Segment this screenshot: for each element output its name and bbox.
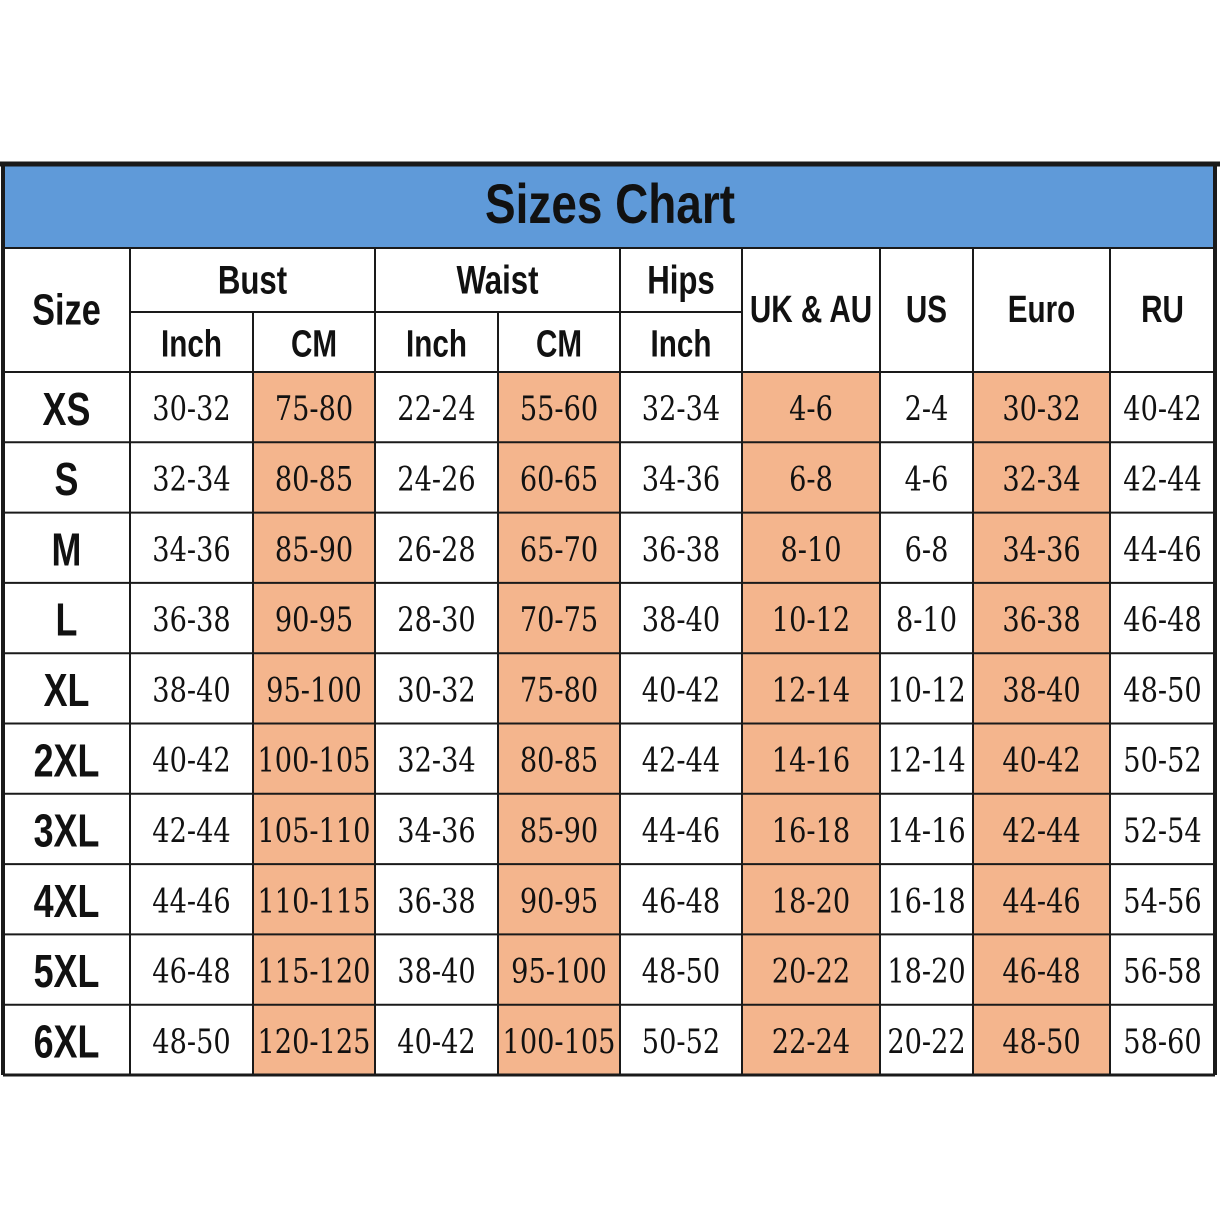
table-cell: 48-50 (641, 951, 721, 992)
table-cell: 46-48 (152, 951, 231, 992)
table-cell: 95-100 (266, 670, 362, 711)
table-cell: 4-6 (789, 389, 833, 430)
table-cell: 85-90 (519, 811, 599, 851)
table-cell: 16-18 (887, 881, 966, 922)
table-cell: 34-36 (1002, 529, 1081, 570)
sub-header: Inch (650, 322, 712, 366)
table-cell: 18-20 (887, 951, 966, 992)
table-cell: 10-12 (771, 600, 851, 640)
table-cell: 105-110 (257, 811, 371, 851)
table-cell: 20-22 (771, 951, 851, 992)
table-cell: 40-42 (1002, 740, 1081, 781)
table-cell: 56-58 (1123, 951, 1202, 992)
group-header: Hips (647, 257, 715, 303)
table-cell: 18-20 (771, 881, 851, 922)
table-cell: 6-8 (789, 459, 833, 500)
table-cell: 40-42 (152, 740, 231, 781)
table-cell: 58-60 (1123, 1021, 1202, 1062)
table-cell: 32-34 (152, 459, 231, 500)
table-cell: 30-32 (152, 389, 231, 430)
table-cell: 10-12 (887, 670, 966, 711)
size-label: 4XL (33, 875, 100, 927)
table-cell: 16-18 (771, 811, 851, 851)
table-cell: 34-36 (641, 459, 721, 500)
group-header: Bust (217, 257, 288, 303)
table-cell: 46-48 (1002, 951, 1081, 992)
table-cell: 85-90 (274, 529, 354, 570)
table-cell: 50-52 (641, 1021, 721, 1062)
table-cell: 90-95 (519, 881, 599, 922)
table-cell: 100-105 (257, 740, 371, 781)
size-label: M (51, 524, 82, 576)
table-cell: 46-48 (641, 881, 721, 922)
group-header: UK & AU (749, 288, 873, 332)
table-cell: 34-36 (397, 811, 476, 851)
table-cell: 38-40 (397, 951, 476, 992)
table-cell: 48-50 (1123, 670, 1202, 711)
table-cell: 42-44 (641, 740, 721, 781)
table-cell: 36-38 (152, 600, 231, 640)
table-cell: 24-26 (397, 459, 476, 500)
table-cell: 42-44 (1123, 459, 1202, 500)
table-cell: 36-38 (397, 881, 476, 922)
table-cell: 22-24 (771, 1021, 851, 1062)
table-cell: 52-54 (1123, 811, 1202, 851)
size-label: L (55, 594, 78, 646)
group-header: Waist (456, 257, 539, 303)
table-cell: 65-70 (519, 529, 599, 570)
table-cell: 42-44 (152, 811, 231, 851)
table-cell: 48-50 (152, 1021, 231, 1062)
table-cell: 115-120 (257, 951, 371, 992)
group-header: Euro (1007, 288, 1076, 332)
table-cell: 50-52 (1123, 740, 1202, 781)
size-label: 5XL (33, 945, 100, 998)
table-cell: 55-60 (519, 389, 599, 430)
sub-header: CM (535, 322, 583, 366)
table-cell: 8-10 (895, 600, 958, 640)
group-header: RU (1141, 288, 1184, 332)
table-cell: 44-46 (1002, 881, 1081, 922)
table-cell: 34-36 (152, 529, 231, 570)
table-cell: 14-16 (771, 740, 851, 781)
table-cell: 44-46 (1123, 529, 1202, 570)
table-cell: 44-46 (152, 881, 231, 922)
table-cell: 60-65 (519, 459, 599, 500)
table-cell: 36-38 (1002, 600, 1081, 640)
table-cell: 12-14 (771, 670, 851, 711)
table-cell: 28-30 (397, 600, 476, 640)
table-cell: 2-4 (904, 389, 949, 430)
table-cell: 80-85 (519, 740, 599, 781)
table-cell: 40-42 (641, 670, 721, 711)
table-cell: 8-10 (780, 529, 842, 570)
table-cell: 4-6 (904, 459, 949, 500)
table-cell: 75-80 (519, 670, 599, 711)
table-cell: 75-80 (274, 389, 354, 430)
group-header: US (905, 288, 948, 332)
size-label: 2XL (33, 735, 100, 787)
table-cell: 40-42 (397, 1021, 476, 1062)
table-cell: 26-28 (397, 529, 476, 570)
table-cell: 22-24 (397, 389, 476, 430)
sub-header: CM (290, 322, 338, 366)
table-cell: 32-34 (1002, 459, 1081, 500)
table-cell: 36-38 (641, 529, 721, 570)
table-cell: 110-115 (257, 881, 371, 922)
table-cell: 30-32 (397, 670, 476, 711)
table-cell: 42-44 (1002, 811, 1081, 851)
size-label: XS (42, 383, 91, 435)
table-cell: 38-40 (641, 600, 721, 640)
table-cell: 48-50 (1002, 1021, 1081, 1062)
chart-title: Sizes Chart (484, 172, 736, 236)
table-cell: 40-42 (1123, 389, 1202, 430)
table-cell: 80-85 (274, 459, 354, 500)
size-header: Size (32, 285, 101, 335)
table-cell: 32-34 (397, 740, 476, 781)
table-cell: 90-95 (274, 600, 354, 640)
sub-header: Inch (406, 322, 467, 366)
table-cell: 14-16 (887, 811, 966, 851)
table-cell: 32-34 (641, 389, 721, 430)
table-cell: 38-40 (152, 670, 231, 711)
size-label: S (54, 453, 79, 506)
table-cell: 100-105 (502, 1021, 616, 1062)
table-cell: 6-8 (904, 529, 949, 570)
sub-header: Inch (161, 322, 222, 366)
table-cell: 30-32 (1002, 389, 1081, 430)
size-label: XL (43, 664, 90, 716)
table-cell: 95-100 (511, 951, 607, 992)
table-cell: 20-22 (887, 1021, 966, 1062)
table-cell: 12-14 (887, 740, 966, 781)
size-label: 3XL (33, 805, 100, 857)
table-cell: 46-48 (1123, 600, 1202, 640)
table-cell: 44-46 (641, 811, 721, 851)
table-cell: 54-56 (1123, 881, 1202, 922)
size-label: 6XL (33, 1016, 100, 1068)
table-cell: 120-125 (257, 1021, 371, 1062)
table-cell: 38-40 (1002, 670, 1081, 711)
table-cell: 70-75 (519, 600, 599, 640)
